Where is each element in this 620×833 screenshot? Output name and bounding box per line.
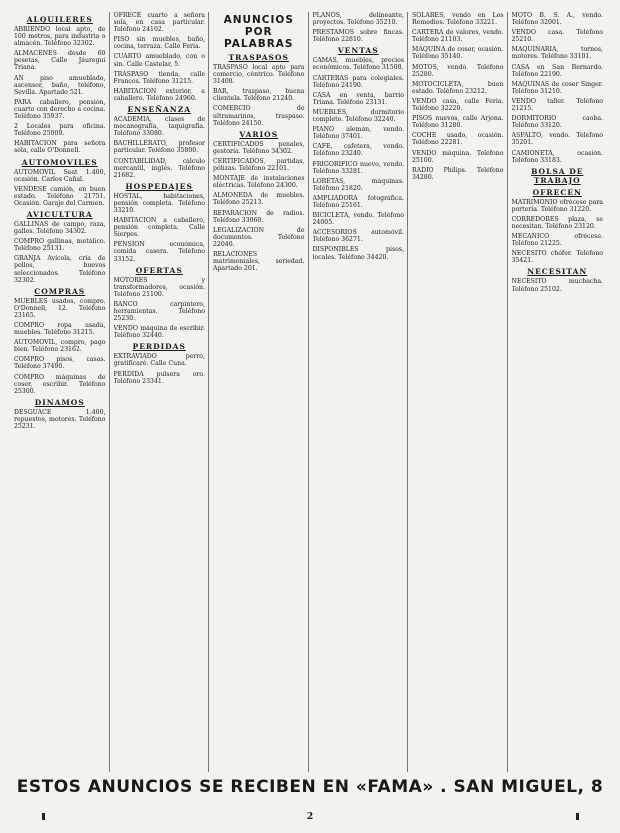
classified-ad: ASFALTO, vendo. Teléfono 35201. xyxy=(511,132,603,147)
classified-ad: HABITACION a caballero, pensión completa. Calle Sierpes. xyxy=(113,217,205,239)
classified-ad: MATRIMONIO ofrécese para portería. Teléfono 31220. xyxy=(511,198,603,213)
classified-ad: LEGALIZACION de documentos. Teléfono 22040. xyxy=(213,226,305,248)
classified-ad: CARTERA de valores, vendo. Teléfono 21103. xyxy=(412,29,504,44)
classified-ad: CARTERAS para colegiales. Teléfono 24190. xyxy=(312,74,404,89)
classified-ad: VENDO taller. Teléfono 21215. xyxy=(511,97,603,113)
classified-ad: GRANJA Avícola, cría de pollos, huevos seleccionados. Teléfono 32302. xyxy=(14,255,106,284)
section-heading: COMPRAS xyxy=(34,286,86,296)
classified-ad: COMPRO gallinas, metálico. Teléfono 25131. xyxy=(14,238,106,253)
classified-ad: PLANOS, delineante, proyectos. Teléfono 35210. xyxy=(312,12,404,27)
classified-ad: COMPRO ropa usada, muebles. Teléfono 31215. xyxy=(14,322,106,337)
classified-ad: PIANO alemán, vendo. Teléfono 37401. xyxy=(312,126,404,141)
classified-ad: 2 Locales para oficina. Teléfono 25009. xyxy=(14,123,106,138)
section-heading: NECESITAN xyxy=(527,267,588,277)
classified-column xyxy=(412,12,508,772)
classified-ad: BICICLETA, vendo. Teléfono 24005. xyxy=(312,212,404,227)
classified-ad: MOTO B. S. A., vendo. Teléfono 32001. xyxy=(511,12,603,27)
classified-ad: COMPRO pisos, casas. Teléfono 37490. xyxy=(14,356,106,371)
classified-ad: COCHE usado, ocasión. Teléfono 22281. xyxy=(412,132,504,147)
section-heading: OFERTAS xyxy=(135,265,183,275)
classified-column xyxy=(114,12,210,772)
classified-ad: BAR, traspaso, buena clientela. Teléfono 21240. xyxy=(213,88,305,103)
page-number: 2 xyxy=(306,812,314,822)
classified-ad: RADIO Philips. Teléfono 34280. xyxy=(412,166,504,181)
section-heading: DINAMOS xyxy=(34,397,85,407)
section-heading: VARIOS xyxy=(239,129,279,139)
classified-ad: MUEBLES, dormitorio completo. Teléfono 32240. xyxy=(312,108,404,124)
section-heading: TRASPASOS xyxy=(228,53,289,62)
classified-ad: MAQUINA de coser, ocasión. Teléfono 35140. xyxy=(412,46,504,61)
classified-ad: DESGUACE 1.400, repuestos, motores. Teléfono 25231. xyxy=(14,408,106,431)
classified-ad: ABRIENDO local apto, de 100 metros, para industria o almacén. Teléfono 32302. xyxy=(14,26,106,48)
classified-ad: GALLINAS de campo, raza, gallos. Teléfono 34302. xyxy=(14,220,106,236)
classified-ad: LORETAS, máquinas. Teléfono 21820. xyxy=(312,177,404,192)
classified-ad: AN piso amueblado, ascensor, baño, teléfono, Sevilla. Apartado 521. xyxy=(14,74,106,96)
classified-ad: NECESITO chófer. Teléfono 35421. xyxy=(511,250,603,265)
registration-mark xyxy=(576,813,579,820)
section-heading: OFRECEN xyxy=(532,187,582,197)
classified-ad: NECESITO muchacha. Teléfono 25102. xyxy=(511,278,603,293)
classified-ad: VENDO casa. Teléfono 25210. xyxy=(511,29,603,44)
section-heading: ENSEÑANZA xyxy=(127,105,192,115)
section-heading: ALQUILERES xyxy=(26,15,93,24)
classified-ad: HOSTAL, habitaciones, pensión completa. Teléfono 33210. xyxy=(113,192,205,214)
classified-ad: MOTOCICLETA, buen estado. Teléfono 23212. xyxy=(412,80,504,95)
classified-column xyxy=(512,12,607,772)
section-heading: VENTAS xyxy=(337,46,379,56)
classified-ad: MAQUINARIA, tornos, motores. Teléfono 33101. xyxy=(511,46,603,61)
classified-ad: AMPLIADORA fotográfica. Teléfono 25161. xyxy=(312,194,404,209)
classified-column xyxy=(213,12,309,772)
classified-ad: PISOS nuevos, calle Arjona. Teléfono 31280. xyxy=(412,115,504,130)
classified-ad: PISO sin muebles, baño, cocina, terraza. Calle Feria. xyxy=(113,36,205,51)
classified-ad: ALMONEDA de muebles. Teléfono 25213. xyxy=(213,192,305,207)
classified-ad: FRIGORIFICO nuevo, vendo. Teléfono 33281. xyxy=(312,160,404,175)
classified-ad: CAFE, cafetera, vendo. Teléfono 23240. xyxy=(312,143,404,158)
classified-ad: CONTABILIDAD, cálculo mercantil, inglés. Teléfono 21682. xyxy=(113,157,205,179)
classified-ad: VENDO casa, calle Feria. Teléfono 32220. xyxy=(412,97,504,113)
classified-ad: HABITACION exterior, a caballero. Teléfono 24960. xyxy=(113,87,205,102)
classified-ad: CASA en venta, barrio Triana. Teléfono 23131. xyxy=(312,91,404,106)
classified-ad: TRASPASO tienda, calle Francos. Teléfono 31215. xyxy=(113,70,205,85)
classified-ad: PRESTAMOS sobre fincas. Teléfono 22810. xyxy=(312,29,404,44)
classified-ad: COMERCIO de ultramarinos, traspaso. Teléfono 24150. xyxy=(213,105,305,127)
footer-banner: ESTOS ANUNCIOS SE RECIBEN EN «FAMA» . SAN MIGUEL, 8 xyxy=(16,777,604,797)
classified-ad: CAMIONETA, ocasión. Teléfono 33183. xyxy=(511,149,603,164)
page-title: ANUNCIOS POR PALABRAS xyxy=(223,14,294,50)
classified-ad: CERTIFICADOS penales, gestoría. Teléfono 34302. xyxy=(213,140,305,155)
classified-ad: VENDO máquina de escribir. Teléfono 32440. xyxy=(113,325,205,340)
classified-column xyxy=(14,12,110,772)
classified-ad: REPARACION de radios. Teléfono 33060. xyxy=(213,209,305,224)
classified-ad: RELACIONES matrimoniales, seriedad. Apartado 201. xyxy=(213,250,305,273)
classified-ad: COMPRO máquinas de coser, escribir. Teléfono 25300. xyxy=(14,373,106,395)
classified-ad: CORREDORES plaza, se necesitan. Teléfono 23120. xyxy=(511,215,603,230)
classified-ad: ACADEMIA, clases de mecanografía, taquigrafía. Teléfono 33080. xyxy=(113,116,205,138)
classified-ad: MECANICO ofrécese. Teléfono 21225. xyxy=(511,233,603,248)
section-heading: PERDIDAS xyxy=(132,342,186,352)
classified-ad: MOTOS, vendo. Teléfono 25280. xyxy=(412,63,504,78)
classified-ad: CUARTO amueblado, con o sin. Calle Castelar, 5. xyxy=(113,53,205,68)
classified-ad: MAQUINAS de coser Singer. Teléfono 31210. xyxy=(511,80,603,95)
classified-ad: BACHILLERATO, profesor particular. Teléfono 35800. xyxy=(113,140,205,155)
classified-ad: CERTIFICADOS, partidas, pólizas. Teléfono 22101. xyxy=(213,157,305,173)
column-container xyxy=(14,12,606,772)
classified-ad: OFRECE cuarto a señora sola, en casa particular. Teléfono 24102. xyxy=(113,12,205,34)
classified-ad: MONTAJE de instalaciones eléctricas. Teléfono 24300. xyxy=(213,175,305,190)
classified-ad: MUEBLES usados, compro. O'Donnell, 12. Teléfono 23165. xyxy=(14,297,106,319)
classified-ad: MOTORES y transformadores, ocasión. Teléfono 21100. xyxy=(113,276,205,298)
classified-ad: ALMACENES desde 60 pesetas, Calle Jáuregui Triana. xyxy=(14,50,106,72)
section-heading: BOLSA DE TRABAJO xyxy=(531,166,584,185)
classified-column xyxy=(313,12,409,772)
classified-ad: PARA caballero, pensión, cuarto con derecho a cocina. Teléfono 35937. xyxy=(14,98,106,121)
section-heading: HOSPEDAJES xyxy=(125,181,193,191)
classified-ad: HABITACION para señora sola, calle O'Donnell. xyxy=(14,140,106,155)
classified-ad: ACCESORIOS automóvil. Teléfono 36271. xyxy=(312,229,404,244)
classified-ad: PENSION económica, comida casera. Teléfono 33152. xyxy=(113,241,205,263)
classified-ad: AUTOMOVIL, compro, pago bien. Teléfono 23162. xyxy=(14,339,106,354)
classified-ad: DORMITORIO caoba. Teléfono 33120. xyxy=(511,115,603,130)
classified-ad: SOLARES, vendo en Los Remedios. Teléfono 33221. xyxy=(412,12,504,27)
classified-ad: VENDESE camión, en buen estado. Teléfono 21751. Ocasión. Garaje del Carmen. xyxy=(14,185,106,207)
classified-ad: EXTRAVIADO perro, gratificaré. Calle Cuna. xyxy=(113,353,205,368)
classified-ad: TRASPASO local apto para comercio, céntrico. Teléfono 31408. xyxy=(213,64,305,86)
section-heading: AUTOMOVILES xyxy=(21,157,98,167)
classifieds-page xyxy=(14,12,606,822)
classified-ad: PERDIDA pulsera oro. Teléfono 23341. xyxy=(113,370,205,385)
classified-ad: BANCO carpintero, herramientas. Teléfono 25230. xyxy=(113,300,205,323)
classified-ad: VENDO máquina. Teléfono 25100. xyxy=(412,149,504,164)
registration-mark xyxy=(42,813,45,820)
section-heading: AVICULTURA xyxy=(26,209,93,219)
classified-ad: AUTOMOVIL Seat 1.400, ocasión. Carlos Cañal. xyxy=(14,168,106,183)
classified-ad: CASA en San Bernardo. Teléfono 22190. xyxy=(511,63,603,78)
classified-ad: CAMAS, muebles, precios económicos. Teléfono 31508. xyxy=(312,57,404,72)
classified-ad: DISPONIBLES pisos, locales. Teléfono 34420. xyxy=(312,246,404,261)
